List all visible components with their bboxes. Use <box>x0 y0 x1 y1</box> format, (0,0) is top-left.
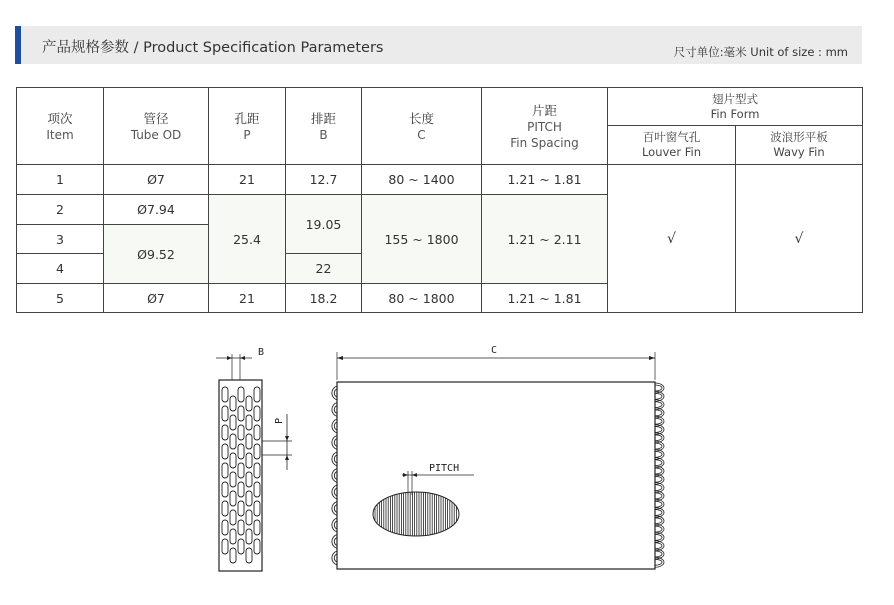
row-4-row-pitch: 22 <box>286 254 362 284</box>
return-bend <box>655 485 662 491</box>
rows-2-4-length: 155 ~ 1800 <box>362 195 482 284</box>
header-louver-fin: 百叶窗气孔 Louver Fin <box>608 126 736 165</box>
return-bend <box>655 451 662 457</box>
row-5-length: 80 ~ 1800 <box>362 284 482 313</box>
header-wavy-fin: 波浪形平板 Wavy Fin <box>736 126 863 165</box>
row-5-fin-spacing: 1.21 ~ 1.81 <box>482 284 608 313</box>
row-1-row-pitch: 12.7 <box>286 165 362 195</box>
return-bend <box>655 435 662 441</box>
row-2-item: 2 <box>17 195 104 225</box>
return-bend <box>655 410 662 416</box>
rows-2-4-fin-spacing: 1.21 ~ 2.11 <box>482 195 608 284</box>
right-return-bends <box>655 383 664 567</box>
left-return-bends <box>332 386 337 565</box>
header-fin-form: 翅片型式 Fin Form <box>608 88 863 126</box>
return-bend <box>655 551 662 557</box>
return-bend <box>655 559 662 565</box>
return-bend <box>655 443 662 449</box>
louver-fin-check: √ <box>608 165 736 313</box>
return-bend <box>655 460 662 466</box>
row-1-item: 1 <box>17 165 104 195</box>
dimension-b-label: B <box>258 347 265 358</box>
wavy-fin-check: √ <box>736 165 863 313</box>
dimension-p-label: P <box>274 417 285 424</box>
return-bend <box>655 385 662 391</box>
unit-note: 尺寸单位:毫米 Unit of size : mm <box>673 45 848 59</box>
return-bend <box>655 510 662 516</box>
return-bend <box>655 534 662 540</box>
return-bend <box>655 493 662 499</box>
front-view <box>332 345 664 569</box>
row-1-tube-od: Ø7 <box>104 165 209 195</box>
return-bend <box>655 393 662 399</box>
row-5-tube-od: Ø7 <box>104 284 209 313</box>
row-1-hole-pitch: 21 <box>209 165 286 195</box>
header-length: 长度 C <box>362 88 482 165</box>
row-4-item: 4 <box>17 254 104 284</box>
header-tube-od: 管径 Tube OD <box>104 88 209 165</box>
return-bend <box>655 543 662 549</box>
row-3-item: 3 <box>17 225 104 254</box>
header-item: 项次 Item <box>17 88 104 165</box>
return-bend <box>655 402 662 408</box>
row-5-hole-pitch: 21 <box>209 284 286 313</box>
row-5-row-pitch: 18.2 <box>286 284 362 313</box>
return-bend <box>655 427 662 433</box>
rows-3-4-tube-od: Ø9.52 <box>104 225 209 284</box>
row-5-item: 5 <box>17 284 104 313</box>
return-bend <box>655 518 662 524</box>
header-fin-spacing: 片距 PITCH Fin Spacing <box>482 88 608 165</box>
return-bend <box>655 476 662 482</box>
dimension-pitch-label: PITCH <box>429 463 460 474</box>
header-row-pitch: 排距 B <box>286 88 362 165</box>
dimension-c-label: C <box>491 345 498 356</box>
return-bend <box>655 468 662 474</box>
row-1-length: 80 ~ 1400 <box>362 165 482 195</box>
header-hole-pitch: 孔距 P <box>209 88 286 165</box>
section-title: 产品规格参数 / Product Specification Parameters <box>42 40 384 56</box>
rows-2-3-row-pitch: 19.05 <box>286 195 362 254</box>
row-2-tube-od: Ø7.94 <box>104 195 209 225</box>
row-1-fin-spacing: 1.21 ~ 1.81 <box>482 165 608 195</box>
side-view <box>216 347 292 571</box>
return-bend <box>655 526 662 532</box>
return-bend <box>655 418 662 424</box>
return-bend <box>655 501 662 507</box>
rows-2-4-hole-pitch: 25.4 <box>209 195 286 284</box>
